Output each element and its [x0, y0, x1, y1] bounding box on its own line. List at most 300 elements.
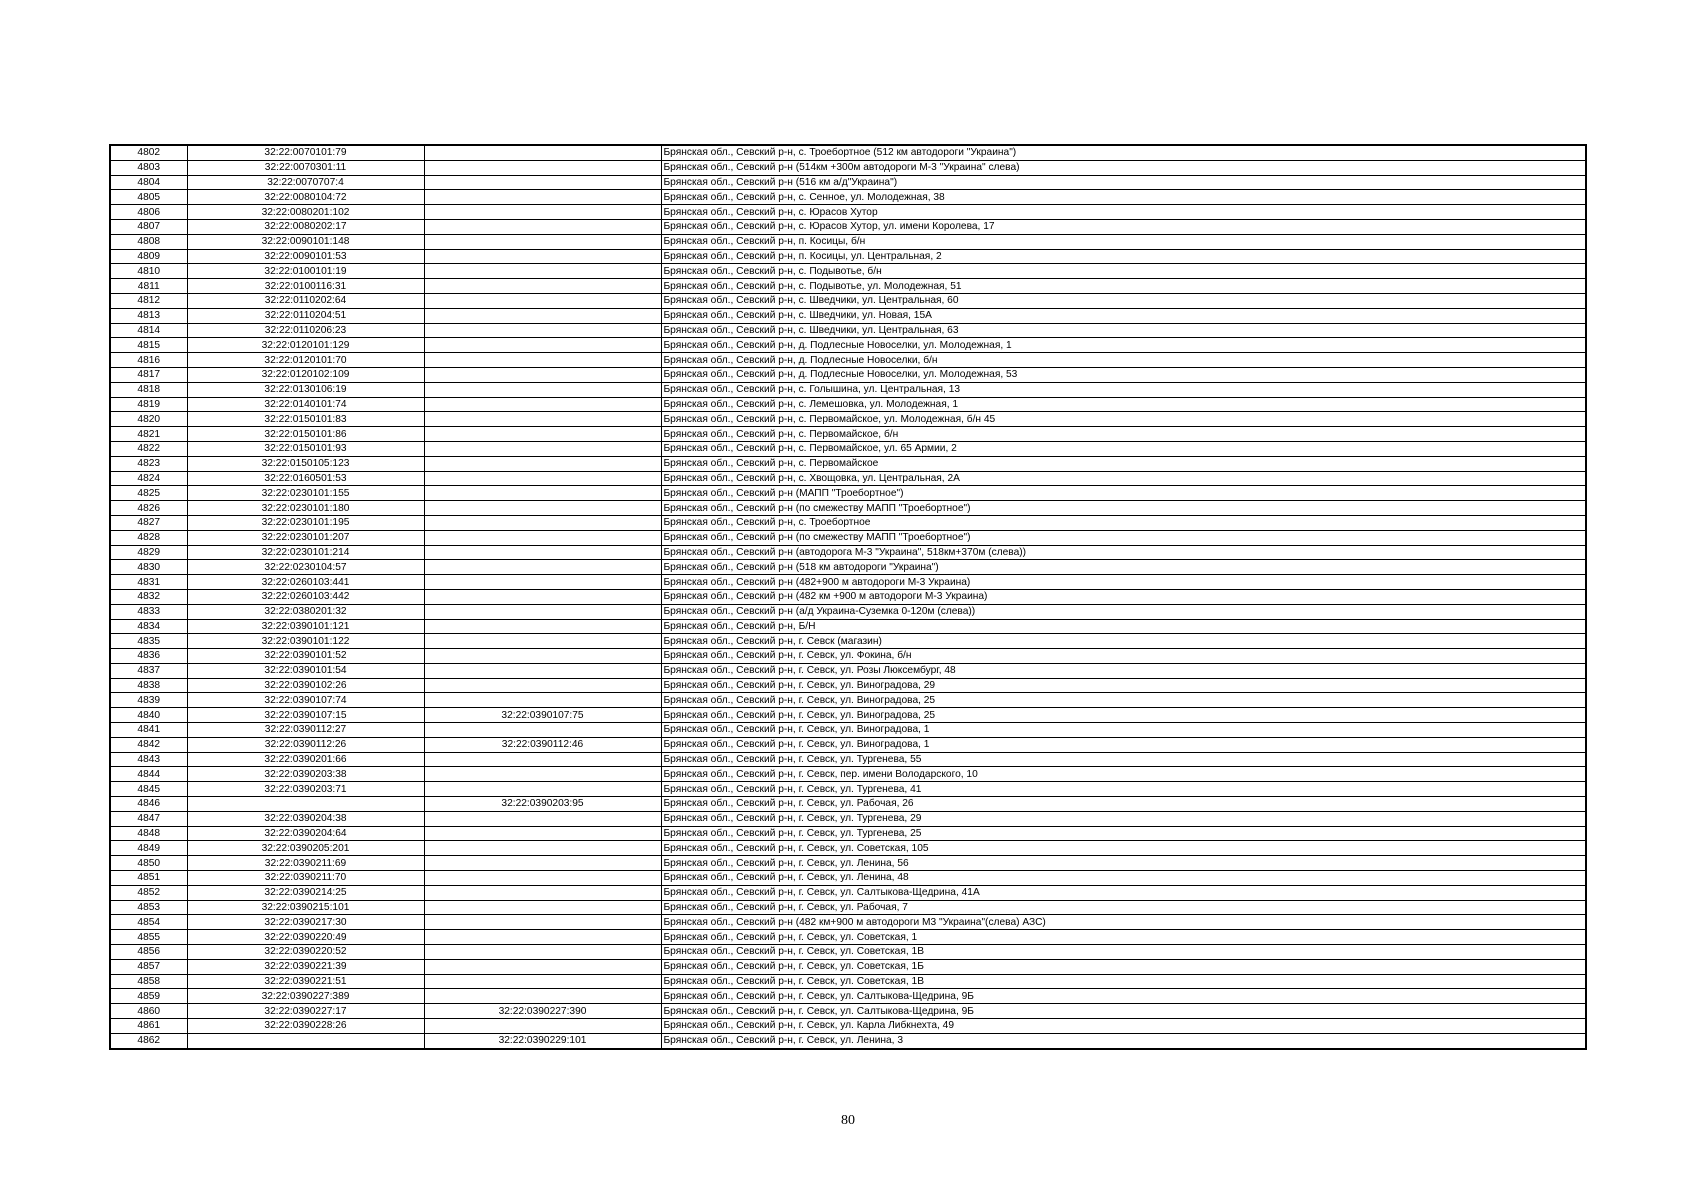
cadastral-number-cell: 32:22:0100101:19: [187, 264, 424, 279]
table-row: [110, 1019, 1586, 1034]
table-row: [110, 885, 1586, 900]
related-number-cell: [424, 382, 661, 397]
cadastral-number-cell: 32:22:0390203:71: [187, 782, 424, 797]
table-row: [110, 841, 1586, 856]
address-cell: Брянская обл., Севский р-н, г. Севск, ул. Виноградова, 25: [661, 693, 1586, 708]
cadastral-number-cell: 32:22:0390205:201: [187, 841, 424, 856]
table-row: [110, 264, 1586, 279]
table-row: [110, 856, 1586, 871]
related-number-cell: [424, 974, 661, 989]
cadastral-number-cell: 32:22:0230101:180: [187, 501, 424, 516]
cadastral-number-cell: 32:22:0390220:49: [187, 930, 424, 945]
cadastral-number-cell: 32:22:0260103:441: [187, 575, 424, 590]
table-row: [110, 279, 1586, 294]
address-cell: Брянская обл., Севский р-н, с. Троебортное (512 км автодороги "Украина"): [661, 145, 1586, 160]
cadastral-number-cell: 32:22:0110204:51: [187, 308, 424, 323]
table-row: [110, 530, 1586, 545]
table-row: [110, 367, 1586, 382]
address-cell: Брянская обл., Севский р-н, г. Севск, ул. Салтыкова-Щедрина, 41А: [661, 885, 1586, 900]
row-number-cell: 4850: [110, 856, 187, 871]
table-row: [110, 663, 1586, 678]
address-cell: Брянская обл., Севский р-н, г. Севск, ул. Тургенева, 41: [661, 782, 1586, 797]
table-row: [110, 974, 1586, 989]
address-cell: Брянская обл., Севский р-н, с. Первомайское: [661, 456, 1586, 471]
table-row: [110, 427, 1586, 442]
row-number-cell: 4815: [110, 338, 187, 353]
table-row: [110, 190, 1586, 205]
cadastral-number-cell: 32:22:0390211:69: [187, 856, 424, 871]
related-number-cell: [424, 619, 661, 634]
row-number-cell: 4861: [110, 1019, 187, 1034]
related-number-cell: 32:22:0390203:95: [424, 797, 661, 812]
address-cell: Брянская обл., Севский р-н (а/д Украина-Суземка 0-120м (слева)): [661, 604, 1586, 619]
address-cell: Брянская обл., Севский р-н, с. Хвощовка, ул. Центральная, 2А: [661, 471, 1586, 486]
row-number-cell: 4847: [110, 811, 187, 826]
cadastral-number-cell: 32:22:0390228:26: [187, 1019, 424, 1034]
address-cell: Брянская обл., Севский р-н, г. Севск, ул. Розы Люксембург, 48: [661, 663, 1586, 678]
table-row: [110, 412, 1586, 427]
cadastral-number-cell: 32:22:0390217:30: [187, 915, 424, 930]
address-cell: Брянская обл., Севский р-н, с. Первомайское, б/н: [661, 427, 1586, 442]
row-number-cell: 4816: [110, 353, 187, 368]
address-cell: Брянская обл., Севский р-н, г. Севск, ул. Виноградова, 1: [661, 723, 1586, 738]
address-cell: Брянская обл., Севский р-н, г. Севск, ул. Советская, 1В: [661, 945, 1586, 960]
address-cell: Брянская обл., Севский р-н, г. Севск (магазин): [661, 634, 1586, 649]
address-cell: Брянская обл., Севский р-н, с. Первомайское, ул. 65 Армии, 2: [661, 441, 1586, 456]
address-cell: Брянская обл., Севский р-н, п. Косицы, ул. Центральная, 2: [661, 249, 1586, 264]
row-number-cell: 4848: [110, 826, 187, 841]
table-row: [110, 989, 1586, 1004]
table-row: [110, 486, 1586, 501]
row-number-cell: 4830: [110, 560, 187, 575]
address-cell: Брянская обл., Севский р-н, с. Юрасов Хутор: [661, 205, 1586, 220]
address-cell: Брянская обл., Севский р-н (по смежеству МАПП "Троебортное"): [661, 501, 1586, 516]
related-number-cell: [424, 175, 661, 190]
cadastral-number-cell: 32:22:0390211:70: [187, 871, 424, 886]
table-row: [110, 693, 1586, 708]
table-row: [110, 723, 1586, 738]
cadastral-number-cell: 32:22:0130106:19: [187, 382, 424, 397]
related-number-cell: [424, 338, 661, 353]
table-body: [110, 145, 1586, 1049]
related-number-cell: [424, 249, 661, 264]
address-cell: Брянская обл., Севский р-н, г. Севск, ул. Фокина, б/н: [661, 649, 1586, 664]
table-row: [110, 234, 1586, 249]
related-number-cell: [424, 471, 661, 486]
cadastral-number-cell: 32:22:0390227:389: [187, 989, 424, 1004]
cadastral-number-cell: 32:22:0390112:27: [187, 723, 424, 738]
address-cell: Брянская обл., Севский р-н (МАПП "Троебортное"): [661, 486, 1586, 501]
table-row: [110, 678, 1586, 693]
related-number-cell: [424, 885, 661, 900]
row-number-cell: 4803: [110, 160, 187, 175]
cadastral-number-cell: 32:22:0390203:38: [187, 767, 424, 782]
cadastral-number-cell: 32:22:0150101:93: [187, 441, 424, 456]
row-number-cell: 4844: [110, 767, 187, 782]
table-row: [110, 604, 1586, 619]
table-row: [110, 456, 1586, 471]
table-row: [110, 397, 1586, 412]
row-number-cell: 4821: [110, 427, 187, 442]
table-row: [110, 338, 1586, 353]
related-number-cell: [424, 323, 661, 338]
row-number-cell: 4857: [110, 959, 187, 974]
related-number-cell: [424, 367, 661, 382]
cadastral-number-cell: 32:22:0390101:54: [187, 663, 424, 678]
related-number-cell: [424, 412, 661, 427]
address-cell: Брянская обл., Севский р-н, г. Севск, пер. имени Володарского, 10: [661, 767, 1586, 782]
cadastral-number-cell: 32:22:0390101:52: [187, 649, 424, 664]
table-row: [110, 382, 1586, 397]
address-cell: Брянская обл., Севский р-н, г. Севск, ул. Салтыкова-Щедрина, 9Б: [661, 1004, 1586, 1019]
address-cell: Брянская обл., Севский р-н, г. Севск, ул. Карла Либкнехта, 49: [661, 1019, 1586, 1034]
related-number-cell: [424, 486, 661, 501]
cadastral-number-cell: 32:22:0080202:17: [187, 219, 424, 234]
related-number-cell: [424, 456, 661, 471]
table-row: [110, 293, 1586, 308]
cadastral-number-cell: 32:22:0390101:122: [187, 634, 424, 649]
row-number-cell: 4834: [110, 619, 187, 634]
page-number: 80: [841, 1113, 855, 1128]
address-cell: Брянская обл., Севский р-н, г. Севск, ул. Виноградова, 1: [661, 737, 1586, 752]
related-number-cell: [424, 841, 661, 856]
row-number-cell: 4828: [110, 530, 187, 545]
row-number-cell: 4859: [110, 989, 187, 1004]
cadastral-number-cell: 32:22:0230101:155: [187, 486, 424, 501]
address-cell: Брянская обл., Севский р-н, г. Севск, ул. Тургенева, 29: [661, 811, 1586, 826]
related-number-cell: [424, 234, 661, 249]
related-number-cell: [424, 1019, 661, 1034]
table-row: [110, 634, 1586, 649]
related-number-cell: [424, 945, 661, 960]
related-number-cell: [424, 427, 661, 442]
row-number-cell: 4854: [110, 915, 187, 930]
address-cell: Брянская обл., Севский р-н (482 км+900 м автодороги М3 "Украина"(слева) АЗС): [661, 915, 1586, 930]
address-cell: Брянская обл., Севский р-н, г. Севск, ул. Ленина, 3: [661, 1033, 1586, 1048]
table-row: [110, 930, 1586, 945]
cadastral-number-cell: [187, 1033, 424, 1048]
cadastral-number-cell: 32:22:0080201:102: [187, 205, 424, 220]
address-cell: Брянская обл., Севский р-н, с. Шведчики, ул. Центральная, 63: [661, 323, 1586, 338]
address-cell: Брянская обл., Севский р-н, п. Косицы, б/н: [661, 234, 1586, 249]
table-row: [110, 308, 1586, 323]
row-number-cell: 4860: [110, 1004, 187, 1019]
related-number-cell: [424, 678, 661, 693]
table-row: [110, 752, 1586, 767]
address-cell: Брянская обл., Севский р-н, г. Севск, ул. Тургенева, 55: [661, 752, 1586, 767]
row-number-cell: 4802: [110, 145, 187, 160]
related-number-cell: [424, 205, 661, 220]
row-number-cell: 4841: [110, 723, 187, 738]
row-number-cell: 4831: [110, 575, 187, 590]
row-number-cell: 4855: [110, 930, 187, 945]
row-number-cell: 4825: [110, 486, 187, 501]
row-number-cell: 4837: [110, 663, 187, 678]
table-row: [110, 501, 1586, 516]
cadastral-number-cell: 32:22:0150101:83: [187, 412, 424, 427]
row-number-cell: 4832: [110, 589, 187, 604]
cadastral-number-cell: 32:22:0390107:74: [187, 693, 424, 708]
cadastral-number-cell: 32:22:0390107:15: [187, 708, 424, 723]
row-number-cell: 4845: [110, 782, 187, 797]
row-number-cell: 4820: [110, 412, 187, 427]
cadastral-number-cell: 32:22:0390101:121: [187, 619, 424, 634]
table-row: [110, 945, 1586, 960]
address-cell: Брянская обл., Севский р-н, г. Севск, ул. Виноградова, 29: [661, 678, 1586, 693]
related-number-cell: 32:22:0390107:75: [424, 708, 661, 723]
related-number-cell: [424, 308, 661, 323]
row-number-cell: 4852: [110, 885, 187, 900]
related-number-cell: [424, 723, 661, 738]
row-number-cell: 4840: [110, 708, 187, 723]
related-number-cell: [424, 989, 661, 1004]
related-number-cell: [424, 145, 661, 160]
row-number-cell: 4862: [110, 1033, 187, 1048]
row-number-cell: 4846: [110, 797, 187, 812]
table-row: [110, 900, 1586, 915]
address-cell: Брянская обл., Севский р-н, с. Шведчики, ул. Центральная, 60: [661, 293, 1586, 308]
related-number-cell: [424, 649, 661, 664]
address-cell: Брянская обл., Севский р-н, д. Подлесные Новоселки, б/н: [661, 353, 1586, 368]
related-number-cell: [424, 811, 661, 826]
cadastral-number-cell: 32:22:0390227:17: [187, 1004, 424, 1019]
row-number-cell: 4809: [110, 249, 187, 264]
related-number-cell: [424, 634, 661, 649]
cadastral-number-cell: 32:22:0140101:74: [187, 397, 424, 412]
cadastral-number-cell: 32:22:0120102:109: [187, 367, 424, 382]
cadastral-number-cell: 32:22:0390204:64: [187, 826, 424, 841]
cadastral-number-cell: 32:22:0120101:70: [187, 353, 424, 368]
related-number-cell: [424, 279, 661, 294]
table-row: [110, 441, 1586, 456]
address-cell: Брянская обл., Севский р-н (по смежеству МАПП "Троебортное"): [661, 530, 1586, 545]
related-number-cell: [424, 160, 661, 175]
row-number-cell: 4814: [110, 323, 187, 338]
row-number-cell: 4807: [110, 219, 187, 234]
row-number-cell: 4823: [110, 456, 187, 471]
related-number-cell: 32:22:0390229:101: [424, 1033, 661, 1048]
row-number-cell: 4812: [110, 293, 187, 308]
table-row: [110, 1033, 1586, 1048]
table-row: [110, 826, 1586, 841]
address-cell: Брянская обл., Севский р-н, с. Сенное, ул. Молодежная, 38: [661, 190, 1586, 205]
address-cell: Брянская обл., Севский р-н, г. Севск, ул. Ленина, 56: [661, 856, 1586, 871]
address-cell: Брянская обл., Севский р-н, с. Юрасов Хутор, ул. имени Королева, 17: [661, 219, 1586, 234]
table-row: [110, 782, 1586, 797]
cadastral-number-cell: 32:22:0390220:52: [187, 945, 424, 960]
table-row: [110, 959, 1586, 974]
row-number-cell: 4858: [110, 974, 187, 989]
cadastral-number-cell: 32:22:0390102:26: [187, 678, 424, 693]
table-row: [110, 471, 1586, 486]
related-number-cell: 32:22:0390227:390: [424, 1004, 661, 1019]
related-number-cell: 32:22:0390112:46: [424, 737, 661, 752]
row-number-cell: 4811: [110, 279, 187, 294]
cadastral-number-cell: 32:22:0110206:23: [187, 323, 424, 338]
cadastral-number-cell: 32:22:0070301:11: [187, 160, 424, 175]
address-cell: Брянская обл., Севский р-н (516 км а/д"Украина"): [661, 175, 1586, 190]
table-row: [110, 797, 1586, 812]
address-cell: Брянская обл., Севский р-н (автодорога М-3 "Украина", 518км+370м (слева)): [661, 545, 1586, 560]
related-number-cell: [424, 219, 661, 234]
table-row: [110, 205, 1586, 220]
cadastral-number-cell: 32:22:0150101:86: [187, 427, 424, 442]
row-number-cell: 4806: [110, 205, 187, 220]
cadastral-number-cell: 32:22:0390215:101: [187, 900, 424, 915]
cadastral-number-cell: 32:22:0100116:31: [187, 279, 424, 294]
cadastral-number-cell: 32:22:0230104:57: [187, 560, 424, 575]
row-number-cell: 4817: [110, 367, 187, 382]
row-number-cell: 4822: [110, 441, 187, 456]
row-number-cell: 4836: [110, 649, 187, 664]
related-number-cell: [424, 515, 661, 530]
related-number-cell: [424, 826, 661, 841]
row-number-cell: 4808: [110, 234, 187, 249]
address-cell: Брянская обл., Севский р-н, с. Лемешовка, ул. Молодежная, 1: [661, 397, 1586, 412]
address-cell: Брянская обл., Севский р-н, Б/Н: [661, 619, 1586, 634]
address-cell: Брянская обл., Севский р-н, г. Севск, ул. Виноградова, 25: [661, 708, 1586, 723]
address-cell: Брянская обл., Севский р-н, д. Подлесные Новоселки, ул. Молодежная, 1: [661, 338, 1586, 353]
address-cell: Брянская обл., Севский р-н (514км +300м автодороги М-3 "Украина" слева): [661, 160, 1586, 175]
table-row: [110, 737, 1586, 752]
table-row: [110, 560, 1586, 575]
row-number-cell: 4856: [110, 945, 187, 960]
related-number-cell: [424, 959, 661, 974]
table-row: [110, 708, 1586, 723]
address-cell: Брянская обл., Севский р-н (482 км +900 м автодороги М-3 Украина): [661, 589, 1586, 604]
address-cell: Брянская обл., Севский р-н (482+900 м автодороги М-3 Украина): [661, 575, 1586, 590]
cadastral-number-cell: 32:22:0150105:123: [187, 456, 424, 471]
row-number-cell: 4829: [110, 545, 187, 560]
cadastral-number-cell: 32:22:0070707:4: [187, 175, 424, 190]
row-number-cell: 4838: [110, 678, 187, 693]
row-number-cell: 4833: [110, 604, 187, 619]
cadastral-number-cell: 32:22:0390221:39: [187, 959, 424, 974]
related-number-cell: [424, 397, 661, 412]
row-number-cell: 4805: [110, 190, 187, 205]
table-row: [110, 175, 1586, 190]
table-row: [110, 871, 1586, 886]
address-cell: Брянская обл., Севский р-н, г. Севск, ул. Салтыкова-Щедрина, 9Б: [661, 989, 1586, 1004]
table-row: [110, 1004, 1586, 1019]
related-number-cell: [424, 441, 661, 456]
table-row: [110, 249, 1586, 264]
cadastral-number-cell: 32:22:0390201:66: [187, 752, 424, 767]
related-number-cell: [424, 560, 661, 575]
address-cell: Брянская обл., Севский р-н, г. Севск, ул. Советская, 1В: [661, 974, 1586, 989]
related-number-cell: [424, 530, 661, 545]
table-row: [110, 515, 1586, 530]
table-row: [110, 575, 1586, 590]
cadastral-number-cell: 32:22:0070101:79: [187, 145, 424, 160]
address-cell: Брянская обл., Севский р-н, д. Подлесные Новоселки, ул. Молодежная, 53: [661, 367, 1586, 382]
cadastral-number-cell: 32:22:0390112:26: [187, 737, 424, 752]
related-number-cell: [424, 900, 661, 915]
table-row: [110, 545, 1586, 560]
address-cell: Брянская обл., Севский р-н, г. Севск, ул. Советская, 1Б: [661, 959, 1586, 974]
related-number-cell: [424, 293, 661, 308]
row-number-cell: 4843: [110, 752, 187, 767]
address-cell: Брянская обл., Севский р-н, с. Троебортное: [661, 515, 1586, 530]
row-number-cell: 4804: [110, 175, 187, 190]
row-number-cell: 4853: [110, 900, 187, 915]
row-number-cell: 4818: [110, 382, 187, 397]
related-number-cell: [424, 190, 661, 205]
related-number-cell: [424, 575, 661, 590]
row-number-cell: 4839: [110, 693, 187, 708]
table-row: [110, 767, 1586, 782]
cadastral-number-cell: 32:22:0160501:53: [187, 471, 424, 486]
address-cell: Брянская обл., Севский р-н, с. Голышина, ул. Центральная, 13: [661, 382, 1586, 397]
cadastral-number-cell: 32:22:0390214:25: [187, 885, 424, 900]
address-cell: Брянская обл., Севский р-н, с. Подывотье, ул. Молодежная, 51: [661, 279, 1586, 294]
cadastral-number-cell: 32:22:0080104:72: [187, 190, 424, 205]
table-row: [110, 145, 1586, 160]
related-number-cell: [424, 930, 661, 945]
table-row: [110, 323, 1586, 338]
address-cell: Брянская обл., Севский р-н, с. Подывотье, б/н: [661, 264, 1586, 279]
row-number-cell: 4835: [110, 634, 187, 649]
address-cell: Брянская обл., Севский р-н, г. Севск, ул. Советская, 105: [661, 841, 1586, 856]
related-number-cell: [424, 663, 661, 678]
table-row: [110, 589, 1586, 604]
row-number-cell: 4827: [110, 515, 187, 530]
address-cell: Брянская обл., Севский р-н, с. Шведчики, ул. Новая, 15А: [661, 308, 1586, 323]
row-number-cell: 4824: [110, 471, 187, 486]
cadastral-number-cell: 32:22:0390204:38: [187, 811, 424, 826]
cadastral-number-cell: 32:22:0230101:195: [187, 515, 424, 530]
address-cell: Брянская обл., Севский р-н, г. Севск, ул. Советская, 1: [661, 930, 1586, 945]
address-cell: Брянская обл., Севский р-н, г. Севск, ул. Ленина, 48: [661, 871, 1586, 886]
address-cell: Брянская обл., Севский р-н (518 км автодороги "Украина"): [661, 560, 1586, 575]
related-number-cell: [424, 501, 661, 516]
table-row: [110, 160, 1586, 175]
row-number-cell: 4851: [110, 871, 187, 886]
address-cell: Брянская обл., Севский р-н, г. Севск, ул. Тургенева, 25: [661, 826, 1586, 841]
row-number-cell: 4842: [110, 737, 187, 752]
row-number-cell: 4810: [110, 264, 187, 279]
cadastral-number-cell: 32:22:0120101:129: [187, 338, 424, 353]
related-number-cell: [424, 589, 661, 604]
row-number-cell: 4813: [110, 308, 187, 323]
related-number-cell: [424, 752, 661, 767]
address-cell: Брянская обл., Севский р-н, с. Первомайское, ул. Молодежная, б/н 45: [661, 412, 1586, 427]
related-number-cell: [424, 545, 661, 560]
cadastral-number-cell: 32:22:0230101:214: [187, 545, 424, 560]
cadastral-number-cell: 32:22:0230101:207: [187, 530, 424, 545]
table-row: [110, 915, 1586, 930]
cadastral-number-cell: 32:22:0110202:64: [187, 293, 424, 308]
cadastral-table: [109, 144, 1587, 1050]
related-number-cell: [424, 264, 661, 279]
row-number-cell: 4849: [110, 841, 187, 856]
related-number-cell: [424, 693, 661, 708]
row-number-cell: 4826: [110, 501, 187, 516]
related-number-cell: [424, 353, 661, 368]
related-number-cell: [424, 767, 661, 782]
cadastral-number-cell: 32:22:0090101:148: [187, 234, 424, 249]
related-number-cell: [424, 856, 661, 871]
row-number-cell: 4819: [110, 397, 187, 412]
cadastral-number-cell: [187, 797, 424, 812]
related-number-cell: [424, 604, 661, 619]
table-row: [110, 811, 1586, 826]
related-number-cell: [424, 871, 661, 886]
cadastral-number-cell: 32:22:0090101:53: [187, 249, 424, 264]
cadastral-number-cell: 32:22:0380201:32: [187, 604, 424, 619]
related-number-cell: [424, 782, 661, 797]
address-cell: Брянская обл., Севский р-н, г. Севск, ул. Рабочая, 26: [661, 797, 1586, 812]
